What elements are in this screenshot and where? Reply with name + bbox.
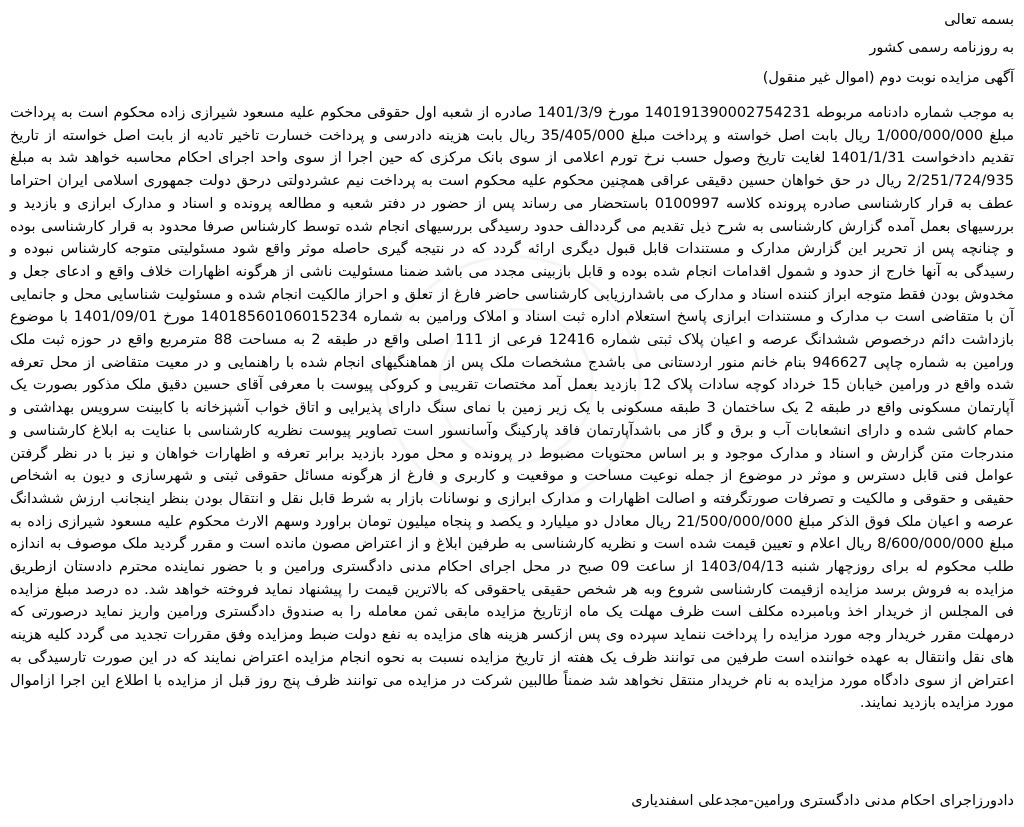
basmala-line: بسمه تعالی — [944, 12, 1014, 28]
signature-line: دادورزاجرای احکام مدنی دادگستری ورامین-مجدعلی اسفندیاری — [631, 793, 1014, 809]
notice-header — [10, 6, 1014, 94]
notice-title: آگهی مزایده نوبت دوم (اموال غیر منقول) — [762, 70, 1014, 86]
notice-body-paragraph: به موجب شماره دادنامه مربوطه 140191390002754231 مورخ 1401/3/9 صادره از شعبه اول حقوقی محکوم علیه مسعود شیرازی زاده محکوم است به پرداخت مبلغ 1/000/000/000 ریال بابت اصل خواسته و پرداخت مبلغ 35/405/000 ریال بابت هزینه دادرسی و پرداخت خسارت تاخیر تادیه از بابت اصل خواسته از تاریخ تقدیم دادخواست 1401/1/31 لغایت تاریخ وصول حسب نرخ تورم اعلامی از سوی بانک مرکزی که حین اجرا از سوی واحد اجرای احکام محاسبه خواهد شد به مبلغ 2/251/724/935 ریال در حق خواهان حسین دقیقی عراقی همچنین محکوم علیه محکوم است به پرداخت نیم عشردولتی درحق دولت جمهوری اسلامی ایران احتراما عطف به قرار کارشناسی صادره پرونده کلاسه 0100997 باستحضار می رساند پس از حضور در دفتر شعبه و مطالعه پرونده و اسناد و مدارک ابرازی و بازدید و بررسیهای بعمل آمده گزارش کارشناسی به شرح ذیل تقدیم می گرددالف حدود رسیدگی بررسیهای انجام شده توسط کارشناس صرفا محدود به قرار کارشناسی بوده و چنانچه پس از تحریر این گزارش مدارک و مستندات قابل قبول دیگری ارائه گردد که در نتیجه گیری حاصله موثر واقع شود مسئولیتی متوجه کارشناس نبوده و رسیدگی به آنها خارج از حدود و شمول اقدامات انجام شده بوده و قابل بازبینی مجدد می باشد ضمنا مسئولیت ناشی از هرگونه اظهارات خلاف واقع و ادعای جعل و مخدوش بودن فقط متوجه ابراز کننده اسناد و مدارک می باشدارزیابی کارشناسی حاضر فارغ از تعلق و احراز مالکیت انجام شده و مسئولیت شناسایی محل و جانمایی آن با متقاضی است ب مدارک و مستندات ابرازی پاسخ استعلام اداره ثبت اسناد و املاک ورامین به شماره 14018560106015234 مورخ 1401/09/01 با موضوع بازداشت دائم درخصوص ششدانگ عرصه و اعیان پلاک ثبتی شماره 12416 فرعی از 111 اصلی واقع در طبقه 2 به مساحت 88 مترمربع واقع در حوزه ثبت ملک ورامین به شماره چاپی 946627 بنام خانم منور اردستانی می باشدج مشخصات ملک پس از هماهنگیهای انجام شده با راهنمایی و در معیت متقاضی از محل تعرفه شده واقع در ورامین خیابان 15 خرداد کوچه سادات پلاک 12 بازدید بعمل آمد مختصات تقریبی و کروکی پیوست با معرفی آقای حسین دقیق ملک مذکور بصورت یک آپارتمان مسکونی واقع در طبقه 2 یک ساختمان 3 طبقه مسکونی با یک زیر زمین با نمای سنگ دارای پذیرایی و اتاق خواب آشپزخانه با کابینت سرویس بهداشتی و حمام کاشی شده و دارای انشعابات آب و برق و گاز می باشدآپارتمان فاقد پارکینگ وآسانسور است تصاویر پیوست نظریه کارشناسی با عنایت به ابلاغ کارشناسی و مندرجات متن گزارش و اسناد و مدارک موجود و بر اساس محتویات مضبوط در پرونده و محل مورد بازدید برابر تعرفه و اظهارات خواهان و نیز با در نظر گرفتن عوامل فنی قابل دسترس و موثر در موضوع از جمله نوعیت مساحت و موقعیت و کاربری و فارغ از هرگونه مسائل حقوقی ثبتی و شهرسازی و دیون به اشخاص حقیقی و حقوقی و مالکیت و تصرفات صورتگرفته و اصالت اظهارات و مدارک ابرازی و نوسانات بازار به شرط قابل نقل و انتقال بودن بنظر اینجانب ارزش ششدانگ عرصه و اعیان ملک فوق الذکر مبلغ 21/500/000/000 ریال معادل دو میلیارد و یکصد و پنجاه میلیون تومان براورد وسهم الارث محکوم علیه مسعود شیرازی زاده به مبلغ 8/600/000/000 ریال اعلام و تعیین قیمت شده است و نظریه کارشناسی به طرفین ابلاغ و از اعتراض مصون مانده است و مقرر گردید ملک موصوف به اندازه طلب محکوم له برای روزچهار شنبه 1403/04/13 از ساعت 09 صبح در محل اجرای احکام مدنی دادگستری ورامین و با حضور نماینده محترم دادستان ازطریق مزایده به فروش برسد مزایده ازقیمت کارشناسی شروع وبه هر شخص حقیقی یاحقوقی که بالاترین قیمت را پیشنهاد نماید فروخته خواهد شد. ده درصد مبلغ مزایده فی المجلس از خریدار اخذ وبامبرده مکلف است ظرف مهلت یک ماه ازتاریخ مزایده مابقی ثمن معامله را به صندوق دادگستری ورامین واریز نماید درصورتی که درمهلت مقرر خریدار وجه مورد مزایده را پرداخت ننماید سپرده وی پس ازکسر هزینه های مزایده به نفع دولت ضبط ومزایده وفق مقررات تجدید می گردد کلیه هزینه های نقل وانتقال به عهده خواننده است طرفین می توانند ظرف یک هفته از تاریخ مزایده نسبت به نحوه انجام مزایده اعتراض نمایند که در این صورت تارسیدگی به اعتراض از سوی دادگاه مورد مزایده به نام خریدار منتقل نخواهد شد ضمناً طالبین شرکت در مزایده می توانند ظرف پنج روز قبل از مزایده با اطلاع این اجرا ازاموال مورد مزایده بازدید نمایند. — [10, 105, 1014, 712]
newspaper-line: به روزنامه رسمی کشور — [869, 40, 1014, 56]
